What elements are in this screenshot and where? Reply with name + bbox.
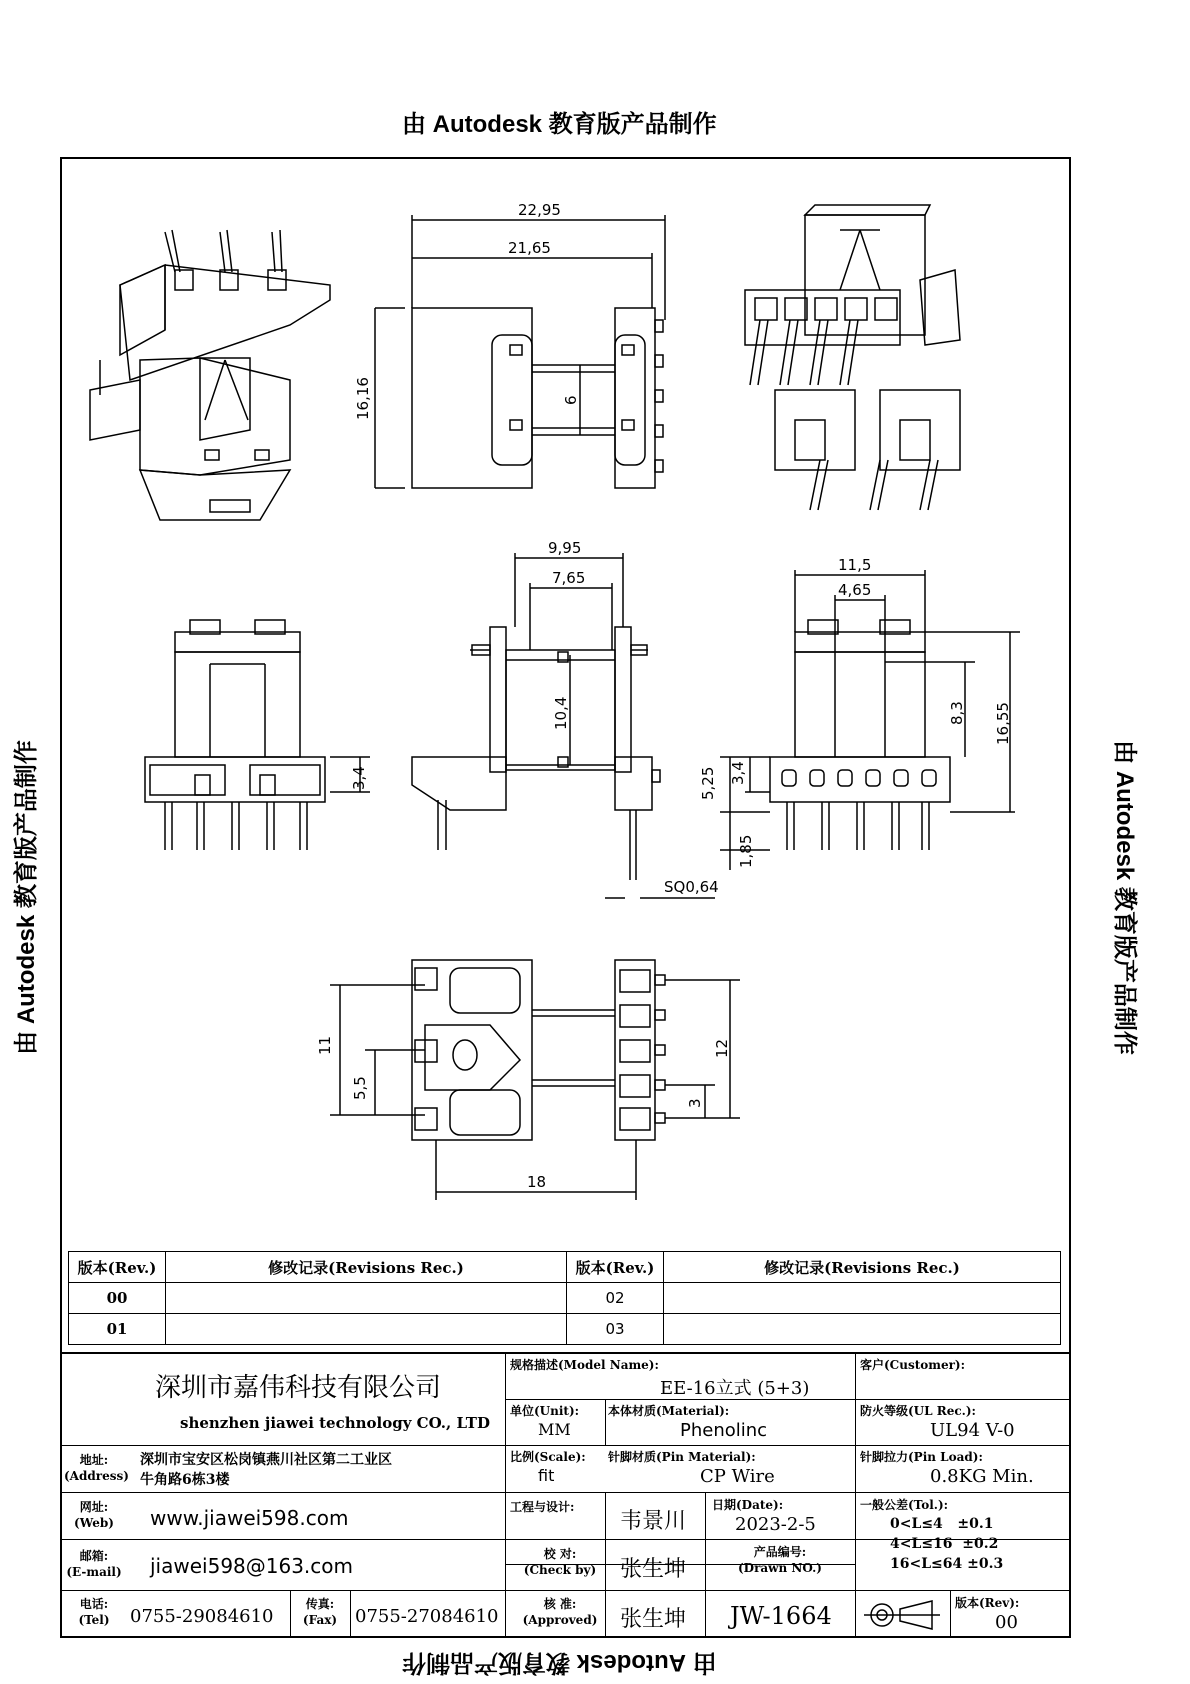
rev-cell: 01 [69, 1314, 166, 1345]
material-label: 本体材质(Material): [608, 1404, 730, 1418]
model-label: 规格描述(Model Name): [510, 1358, 659, 1372]
model-value: EE-16立式 (5+3) [660, 1378, 810, 1399]
web-label: 网址: (Web) [74, 1500, 114, 1530]
tol-row: 4<L≤16 ±0.2 [890, 1536, 999, 1552]
web-value: www.jiawei598.com [150, 1506, 349, 1530]
dim-side-width-inner: 7,65 [552, 569, 586, 587]
dim-bottom-h11: 11 [316, 1035, 334, 1055]
table-row [69, 1283, 1061, 1314]
title-block [60, 1352, 1071, 1638]
watermark-bottom: 由 Autodesk 教育版产品制作 [402, 1649, 717, 1676]
dim-bottom-h55: 5,5 [351, 1076, 369, 1100]
dim-top-height: 16,16 [354, 377, 372, 420]
dim-pin-square: SQ0,64 [664, 878, 719, 896]
bottom-view [330, 960, 740, 1200]
rec-header-left: 修改记录(Revisions Rec.) [166, 1252, 567, 1283]
dim-side-height: 10,4 [552, 696, 570, 730]
material-value: Phenolinc [680, 1420, 768, 1441]
isometric-view-right [745, 205, 960, 510]
tol-row: 16<L≤64 ±0.3 [890, 1556, 1004, 1572]
rev-header-left: 版本(Rev.) [69, 1252, 166, 1283]
scale-value: fit [538, 1466, 555, 1485]
email-label: 邮箱: (E-mail) [66, 1549, 122, 1579]
approved-label: 核 准: (Approved) [522, 1597, 598, 1627]
dim-right-base: 5,25 [699, 766, 717, 800]
approved-value: 张生坤 [620, 1607, 687, 1632]
ul-value: UL94 V-0 [930, 1420, 1015, 1441]
dim-bottom-width: 18 [527, 1173, 547, 1191]
address-line1: 深圳市宝安区松岗镇燕川社区第二工业区 [140, 1452, 392, 1468]
email-value: jiawei598@163.com [150, 1554, 354, 1578]
watermark-top: 由 Autodesk 教育版产品制作 [402, 111, 717, 138]
revision-table [68, 1251, 1061, 1345]
pin-material-label: 针脚材质(Pin Material): [608, 1450, 756, 1464]
isometric-view-left [90, 230, 330, 520]
rec-cell [166, 1283, 567, 1314]
dim-bottom-h3: 3 [686, 1098, 704, 1108]
rev-value: 00 [995, 1612, 1018, 1633]
rec-header-right: 修改记录(Revisions Rec.) [664, 1252, 1061, 1283]
drawing-number: JW-1664 [730, 1602, 832, 1630]
date-label: 日期(Date): [712, 1498, 784, 1512]
pin-material-value: CP Wire [700, 1466, 775, 1487]
dim-top-width-outer: 22,95 [518, 201, 561, 219]
dim-top-gap: 6 [562, 395, 580, 405]
design-label: 工程与设计: [510, 1500, 575, 1514]
company-name-cn: 深圳市嘉伟科技有限公司 [155, 1373, 442, 1403]
dim-top-width-inner: 21,65 [508, 239, 551, 257]
dim-front-flange: 3,4 [350, 766, 368, 790]
rev-cell: 02 [567, 1283, 664, 1314]
dim-right-width-outer: 11,5 [838, 556, 872, 574]
pin-load-value: 0.8KG Min. [930, 1466, 1034, 1487]
rev-header-right: 版本(Rev.) [567, 1252, 664, 1283]
tol-label: 一般公差(Tol.): [860, 1498, 949, 1512]
dim-right-width-inner: 4,65 [838, 581, 872, 599]
watermark-right: 由 Autodesk 教育版产品制作 [1110, 740, 1138, 1055]
rev-label: 版本(Rev): [955, 1596, 1020, 1610]
watermark-left: 由 Autodesk 教育版产品制作 [12, 740, 40, 1055]
unit-label: 单位(Unit): [510, 1404, 580, 1418]
fax-label: 传真: (Fax) [302, 1597, 338, 1627]
unit-value: MM [538, 1420, 571, 1439]
address-label: 地址: (Address) [64, 1453, 129, 1483]
rec-cell [664, 1283, 1061, 1314]
company-name-en: shenzhen jiawei technology CO., LTD [180, 1414, 490, 1432]
tel-value: 0755-29084610 [130, 1606, 274, 1627]
design-value: 韦景川 [620, 1509, 687, 1534]
projection-symbol-icon [860, 1597, 945, 1633]
dim-side-width-outer: 9,95 [548, 539, 582, 557]
address-line2: 牛角路6栋3楼 [140, 1472, 230, 1488]
date-value: 2023-2-5 [735, 1514, 816, 1535]
dim-right-height-8: 8,3 [948, 701, 966, 725]
dim-right-flange: 3,4 [729, 761, 747, 785]
fax-value: 0755-27084610 [355, 1606, 499, 1627]
pin-load-label: 针脚拉力(Pin Load): [860, 1450, 983, 1464]
dim-pin-length: 1,85 [737, 834, 755, 868]
front-view [145, 620, 370, 850]
ul-label: 防火等级(UL Rec.): [860, 1404, 976, 1418]
table-row [69, 1314, 1061, 1345]
check-value: 张生坤 [620, 1557, 687, 1582]
drawn-label: 产品编号: (Drawn NO.) [738, 1545, 822, 1575]
rec-cell [166, 1314, 567, 1345]
right-view [720, 570, 1020, 870]
tol-row: 0<L≤4 ±0.1 [890, 1516, 994, 1532]
rec-cell [664, 1314, 1061, 1345]
check-label: 校 对: (Check by) [523, 1547, 597, 1577]
scale-label: 比例(Scale): [510, 1450, 586, 1464]
rev-cell: 03 [567, 1314, 664, 1345]
customer-label: 客户(Customer): [860, 1358, 966, 1372]
dim-bottom-h12: 12 [713, 1038, 731, 1058]
dim-right-height-total: 16,55 [994, 702, 1012, 745]
tel-label: 电话: (Tel) [78, 1597, 110, 1627]
rev-cell: 00 [69, 1283, 166, 1314]
